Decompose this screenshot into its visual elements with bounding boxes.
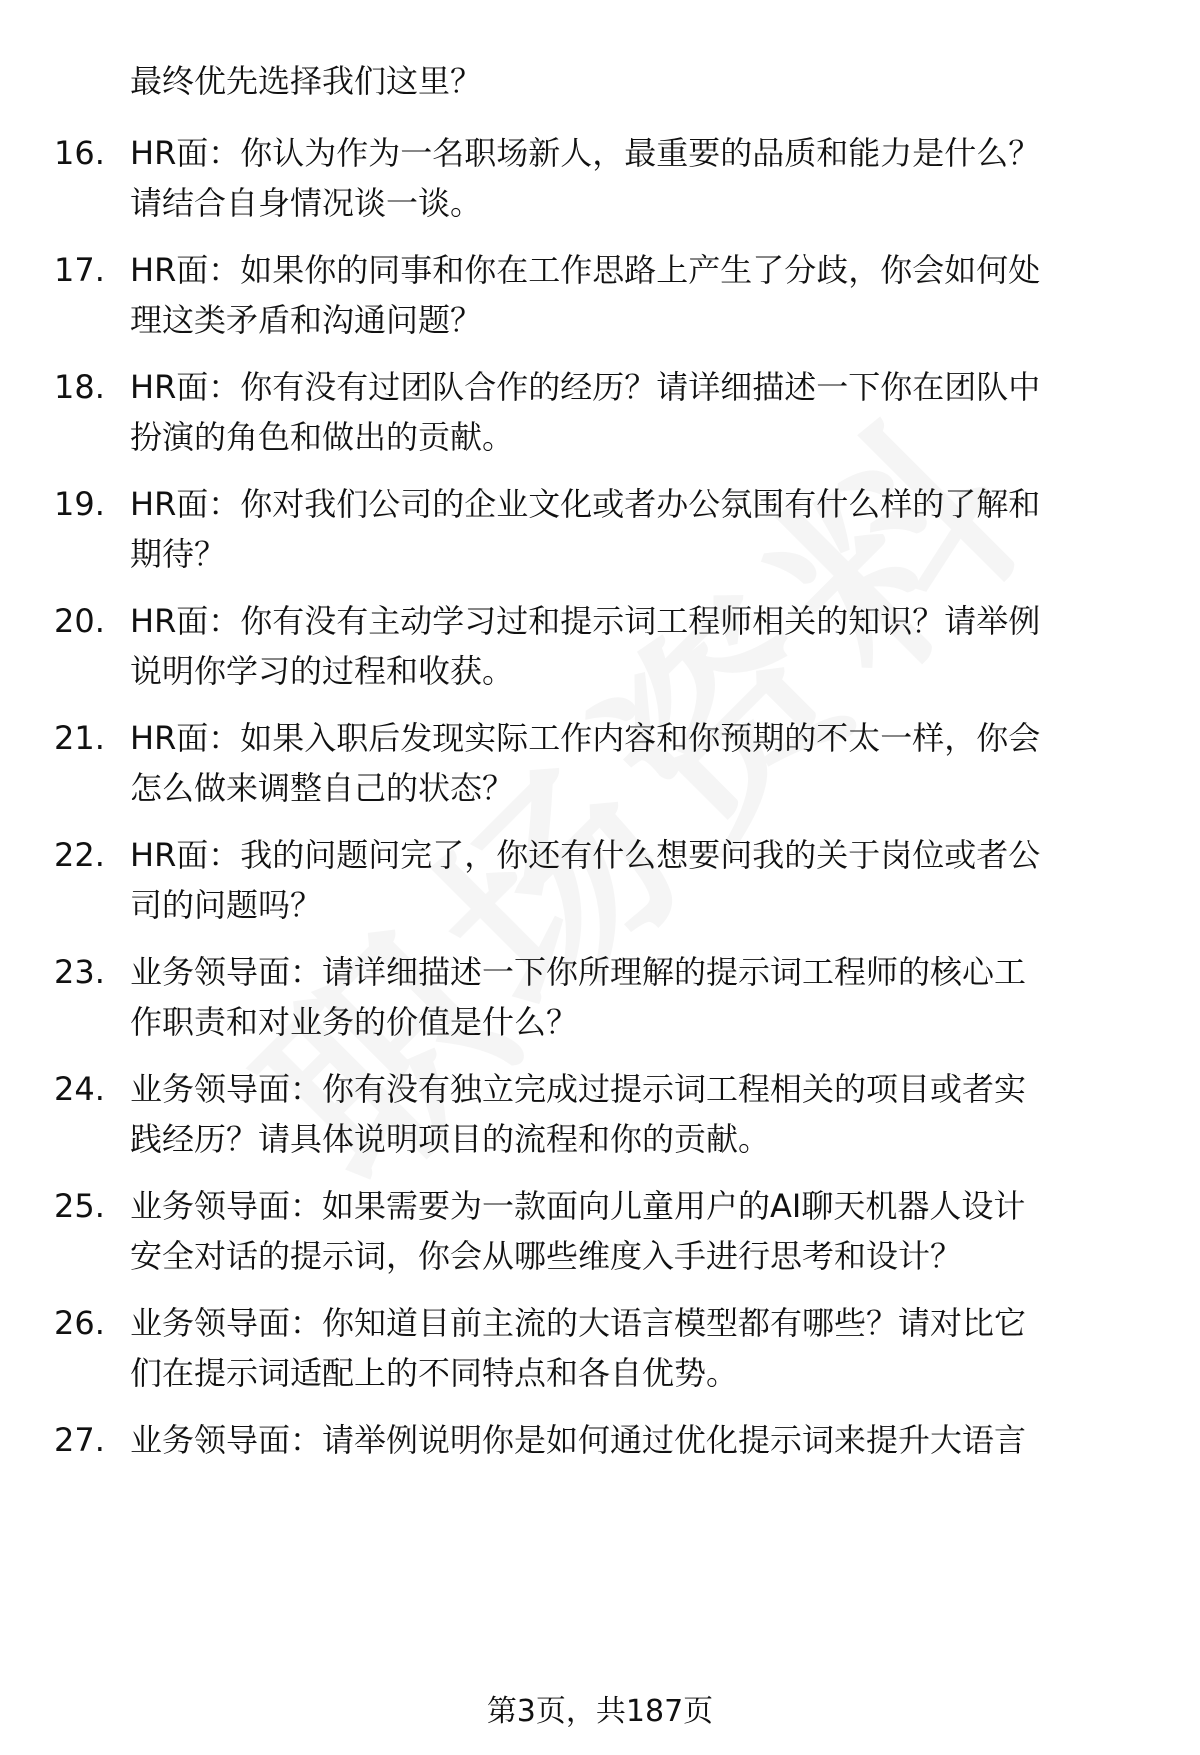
question-line: 业务领导面：请举例说明你是如何通过优化提示词来提升大语言 — [130, 1421, 1027, 1459]
question-line: HR面：如果入职后发现实际工作内容和你预期的不太一样，你会 — [130, 719, 1041, 757]
question-number: 27. — [54, 1421, 105, 1459]
question-item — [0, 1415, 1200, 1525]
question-item — [0, 830, 1200, 940]
question-line: HR面：你对我们公司的企业文化或者办公氛围有什么样的了解和 — [130, 485, 1041, 523]
question-line: 怎么做来调整自己的状态？ — [130, 769, 515, 807]
question-line: 业务领导面：请详细描述一下你所理解的提示词工程师的核心工 — [130, 953, 1027, 991]
question-line: HR面：你有没有过团队合作的经历？请详细描述一下你在团队中 — [130, 368, 1041, 406]
question-text — [130, 830, 1160, 930]
question-number: 20. — [54, 602, 105, 640]
question-line: 业务领导面：你有没有独立完成过提示词工程相关的项目或者实 — [130, 1070, 1027, 1108]
question-line: 请结合自身情况谈一谈。 — [130, 184, 483, 222]
question-item — [0, 245, 1200, 355]
question-text — [130, 1298, 1160, 1398]
question-number: 16. — [54, 134, 105, 172]
question-item — [0, 1298, 1200, 1408]
question-item — [0, 1181, 1200, 1291]
question-line: HR面：如果你的同事和你在工作思路上产生了分歧，你会如何处 — [130, 251, 1041, 289]
question-line: 期待？ — [130, 535, 227, 573]
question-line: 理这类矛盾和沟通问题？ — [130, 301, 483, 339]
question-line: HR面：你认为作为一名职场新人，最重要的品质和能力是什么？ — [130, 134, 1041, 172]
question-line: 践经历？请具体说明项目的流程和你的贡献。 — [130, 1120, 771, 1158]
question-line: 安全对话的提示词，你会从哪些维度入手进行思考和设计？ — [130, 1237, 963, 1275]
question-item — [0, 128, 1200, 238]
question-item — [0, 947, 1200, 1057]
question-line: 业务领导面：如果需要为一款面向儿童用户的AI聊天机器人设计 — [130, 1187, 1026, 1225]
question-line: 说明你学习的过程和收获。 — [130, 652, 515, 690]
question-item — [0, 596, 1200, 706]
question-line: 扮演的角色和做出的贡献。 — [130, 418, 515, 456]
question-number: 19. — [54, 485, 105, 523]
question-number: 25. — [54, 1187, 105, 1225]
question-number: 17. — [54, 251, 105, 289]
question-item — [0, 479, 1200, 589]
question-number: 21. — [54, 719, 105, 757]
question-text — [130, 128, 1160, 228]
question-text — [130, 1181, 1160, 1281]
question-number: 26. — [54, 1304, 105, 1342]
question-text — [130, 479, 1160, 579]
question-text — [130, 947, 1160, 1047]
question-line: HR面：你有没有主动学习过和提示词工程师相关的知识？请举例 — [130, 602, 1041, 640]
question-text — [130, 596, 1160, 696]
question-number: 22. — [54, 836, 105, 874]
question-item — [0, 1064, 1200, 1174]
question-line: 司的问题吗？ — [130, 886, 323, 924]
question-text — [130, 713, 1160, 813]
question-number: 18. — [54, 368, 105, 406]
question-line: 们在提示词适配上的不同特点和各自优势。 — [130, 1354, 739, 1392]
question-text — [130, 1064, 1160, 1164]
question-line: HR面：我的问题问完了，你还有什么想要问我的关于岗位或者公 — [130, 836, 1041, 874]
question-item — [0, 362, 1200, 472]
question-text — [130, 245, 1160, 345]
continuation-line: 最终优先选择我们这里？ — [130, 62, 483, 100]
page-footer: 第3页，共187页 — [486, 1694, 714, 1729]
question-number: 24. — [54, 1070, 105, 1108]
question-item — [0, 713, 1200, 823]
question-number: 23. — [54, 953, 105, 991]
question-line: 作职责和对业务的价值是什么？ — [130, 1003, 579, 1041]
question-text — [130, 1415, 1160, 1465]
question-line: 业务领导面：你知道目前主流的大语言模型都有哪些？请对比它 — [130, 1304, 1027, 1342]
question-text — [130, 362, 1160, 462]
